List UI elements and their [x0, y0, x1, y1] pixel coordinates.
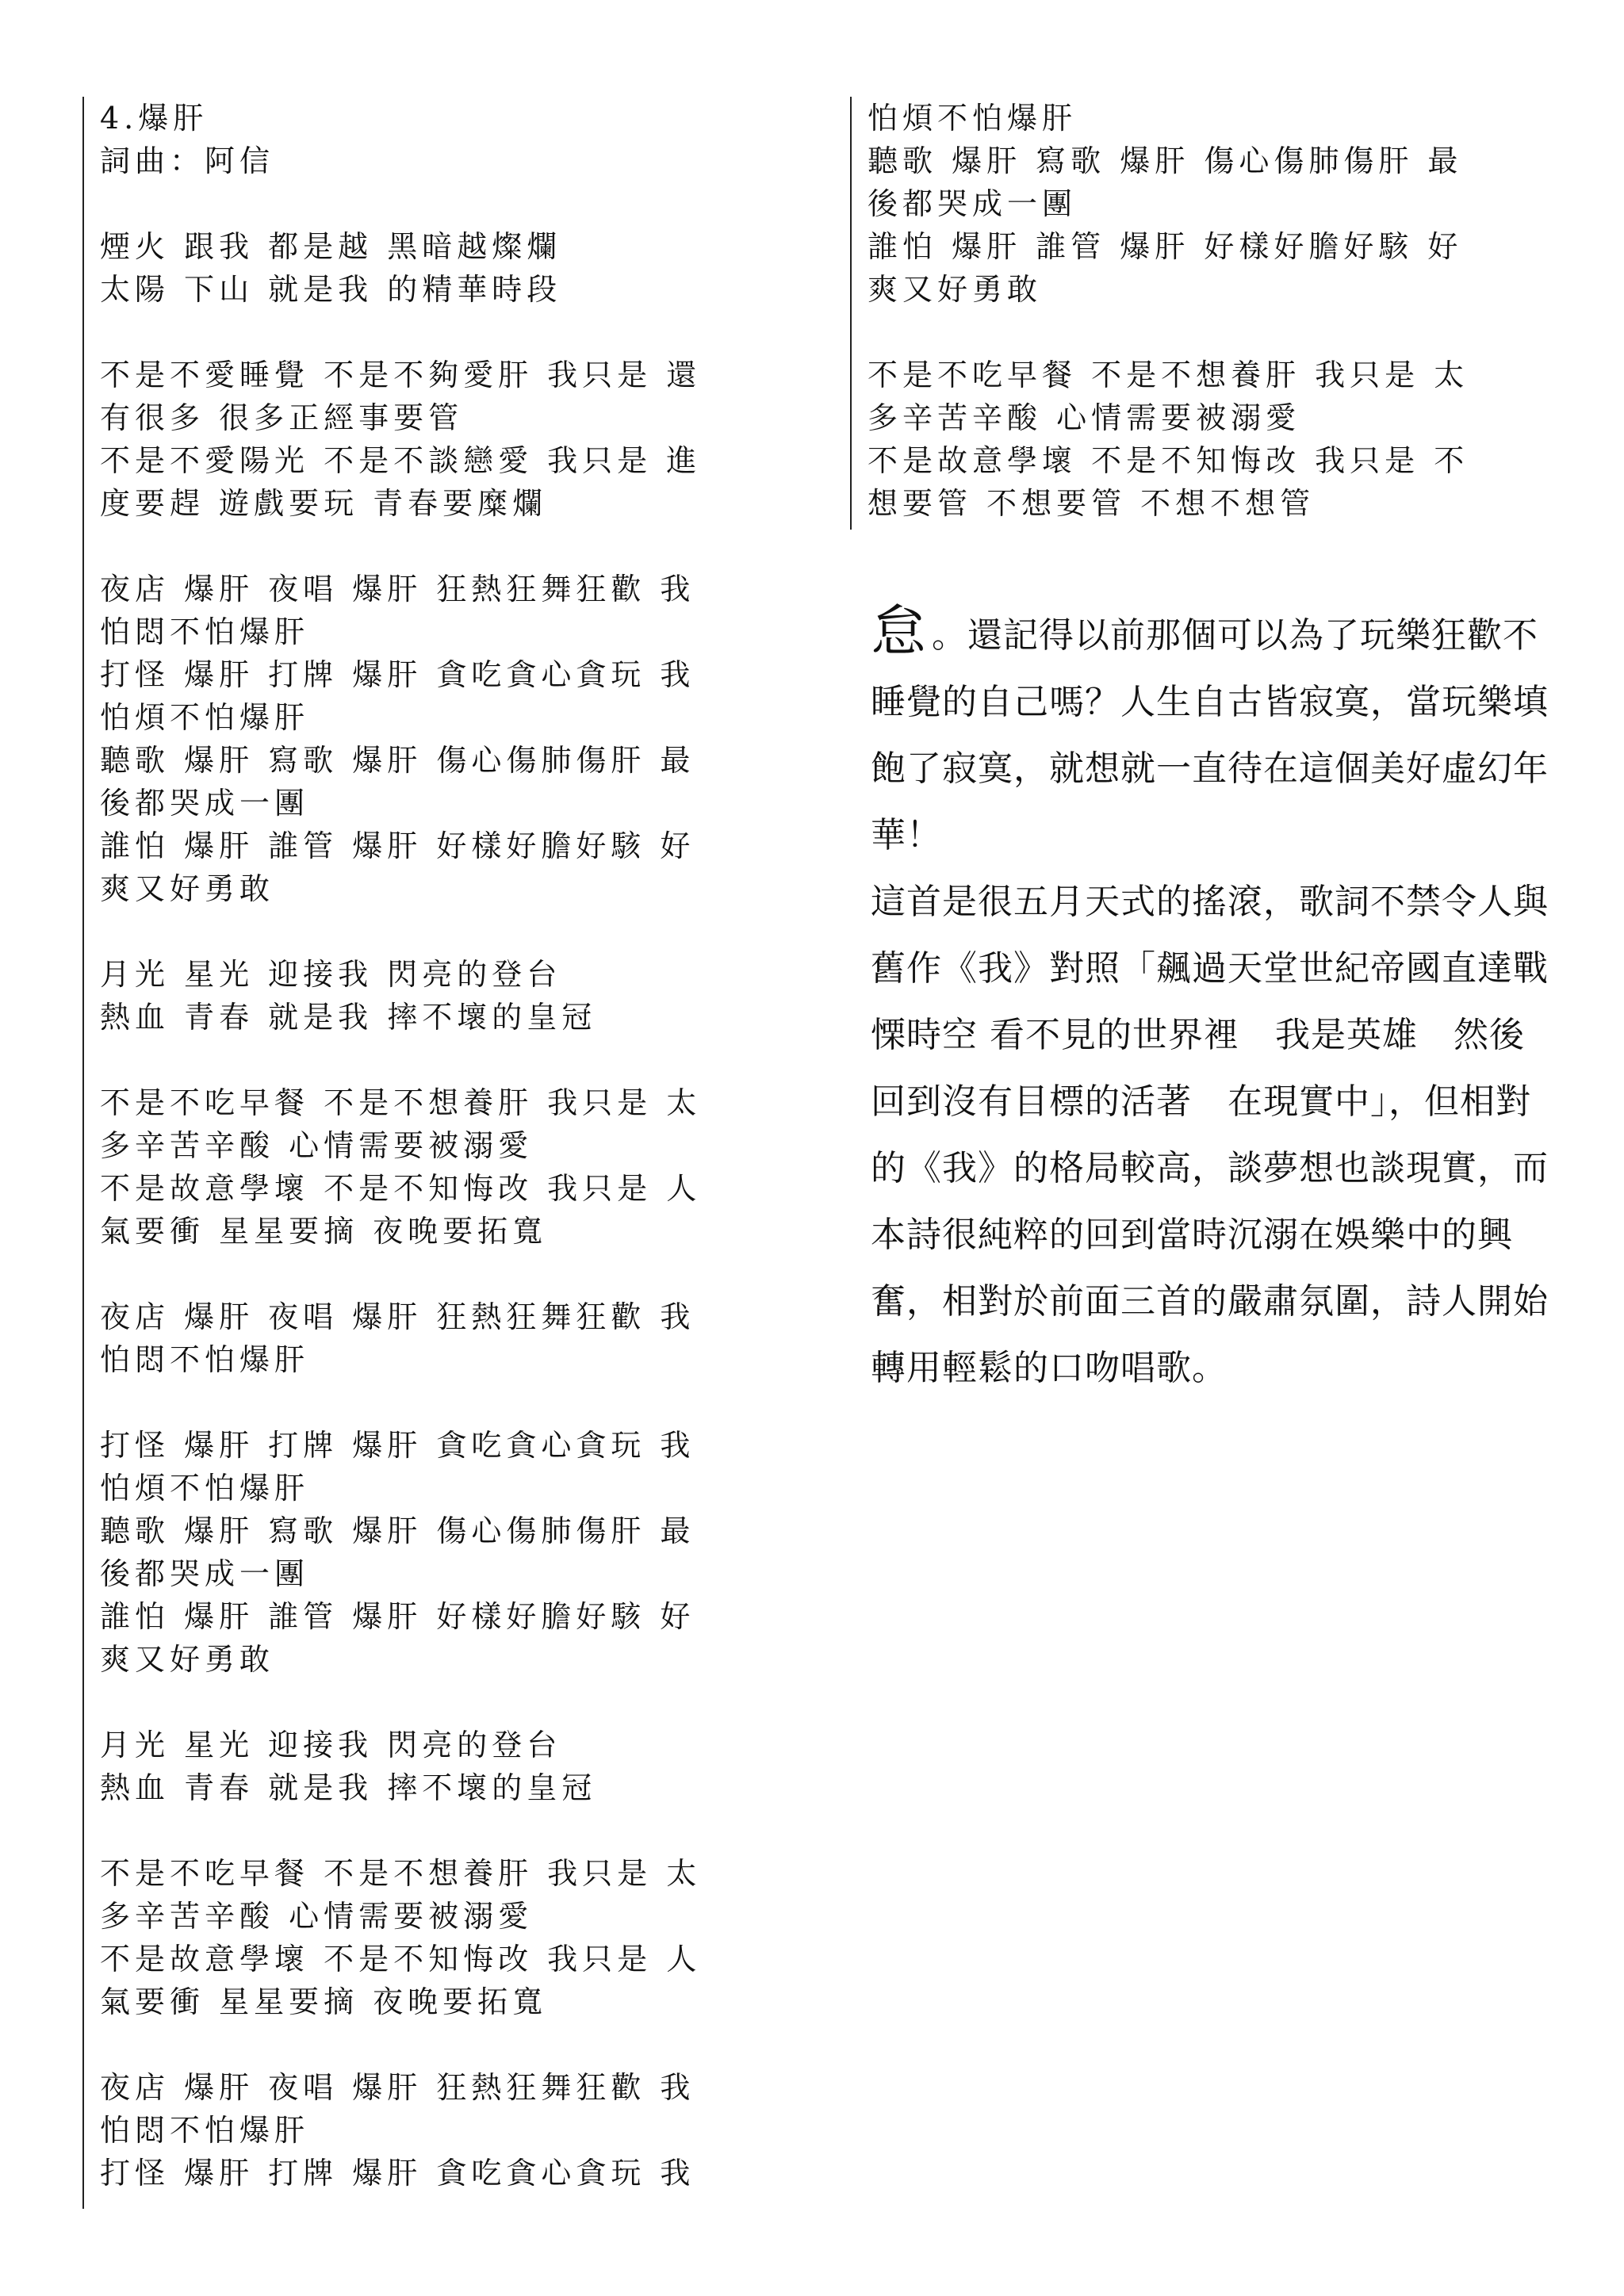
lyric-line: 不是不吃早餐 不是不想養肝 我只是 太	[868, 358, 1469, 392]
lyric-blank-line	[100, 1809, 780, 1852]
commentary-paragraph-2: 這首是很五月天式的搖滾，歌詞不禁令人與舊作《我》對照「飆過天堂世紀帝國直達戰慄時空 看不見的世界裡 我是英雄 然後回到沒有目標的活著 在現實中」，但相對的《我》的格局較高，談夢想也談現實，而本詩很純粹的回到當時沉溺在娛樂中的興奮，相對於前面三首的嚴肅氛圍，詩人開始轉用輕鬆的口吻唱歌。	[871, 882, 1549, 1388]
commentary-paragraph-1	[871, 599, 1553, 869]
lyric-line: 不是故意學壞 不是不知悔改 我只是 不	[868, 443, 1469, 478]
lyric-blank-line	[100, 525, 780, 568]
dropcap-glyph: 怠	[871, 599, 927, 664]
lyric-line: 4.爆肝	[100, 101, 209, 136]
lyric-line: 誰怕 爆肝 誰管 爆肝 好樣好膽好駭 好	[100, 828, 695, 863]
lyric-line: 夜店 爆肝 夜唱 爆肝 狂熱狂舞狂歡 我	[100, 1299, 695, 1334]
lyric-line: 聽歌 爆肝 寫歌 爆肝 傷心傷肺傷肝 最	[868, 144, 1463, 178]
lyric-line: 月光 星光 迎接我 閃亮的登台	[100, 957, 562, 992]
lyric-blank-line	[100, 1253, 780, 1295]
lyric-blank-line	[100, 910, 780, 953]
lyric-line: 不是不愛陽光 不是不談戀愛 我只是 進	[100, 443, 702, 478]
lyric-line: 氣要衝 星星要摘 夜晚要拓寬	[100, 1214, 548, 1249]
lyric-line: 打怪 爆肝 打牌 爆肝 貪吃貪心貪玩 我	[100, 657, 695, 692]
lyric-line: 後都哭成一團	[868, 186, 1078, 221]
lyric-line: 不是不吃早餐 不是不想養肝 我只是 太	[100, 1085, 702, 1120]
lyric-line: 怕煩不怕爆肝	[100, 700, 310, 735]
lyric-line: 怕悶不怕爆肝	[100, 614, 310, 649]
lyric-line: 怕悶不怕爆肝	[100, 2113, 310, 2148]
lyric-line: 詞曲：阿信	[100, 144, 275, 178]
lyric-line: 怕煩不怕爆肝	[100, 1471, 310, 1506]
lyric-line: 打怪 爆肝 打牌 爆肝 貪吃貪心貪玩 我	[100, 2156, 695, 2191]
lyric-blank-line	[868, 311, 1548, 354]
lyric-line: 不是不吃早餐 不是不想養肝 我只是 太	[100, 1856, 702, 1891]
lyric-line: 後都哭成一團	[100, 786, 310, 821]
lyric-line: 聽歌 爆肝 寫歌 爆肝 傷心傷肺傷肝 最	[100, 1513, 695, 1548]
lyric-line: 爽又好勇敢	[100, 1642, 275, 1677]
lyric-blank-line	[100, 2023, 780, 2066]
lyric-line: 夜店 爆肝 夜唱 爆肝 狂熱狂舞狂歡 我	[100, 572, 695, 607]
lyric-blank-line	[100, 311, 780, 354]
lyric-line: 有很多 很多正經事要管	[100, 400, 464, 435]
lyric-line: 不是故意學壞 不是不知悔改 我只是 人	[100, 1171, 702, 1206]
lyric-line: 太陽 下山 就是我 的精華時段	[100, 272, 562, 307]
lyric-line: 誰怕 爆肝 誰管 爆肝 好樣好膽好駭 好	[868, 229, 1463, 264]
lyric-line: 度要趕 遊戲要玩 青春要糜爛	[100, 486, 548, 521]
lyric-line: 聽歌 爆肝 寫歌 爆肝 傷心傷肺傷肝 最	[100, 743, 695, 778]
lyric-line: 打怪 爆肝 打牌 爆肝 貪吃貪心貪玩 我	[100, 1428, 695, 1463]
lyrics-right-column	[850, 97, 1548, 530]
lyric-line: 誰怕 爆肝 誰管 爆肝 好樣好膽好駭 好	[100, 1599, 695, 1634]
lyric-line: 怕悶不怕爆肝	[100, 1342, 310, 1377]
lyric-line: 不是故意學壞 不是不知悔改 我只是 人	[100, 1942, 702, 1976]
lyric-line: 爽又好勇敢	[100, 871, 275, 906]
lyric-line: 熱血 青春 就是我 摔不壞的皇冠	[100, 1770, 597, 1805]
lyric-line: 爽又好勇敢	[868, 272, 1043, 307]
lyric-line: 多辛苦辛酸 心情需要被溺愛	[100, 1128, 534, 1163]
lyric-blank-line	[100, 182, 780, 225]
lyric-blank-line	[100, 1039, 780, 1081]
lyric-line: 煙火 跟我 都是越 黑暗越燦爛	[100, 229, 562, 264]
lyric-line: 想要管 不想要管 不想不想管	[868, 486, 1316, 521]
lyric-line: 怕煩不怕爆肝	[868, 101, 1078, 136]
lyric-blank-line	[100, 1381, 780, 1424]
lyric-line: 夜店 爆肝 夜唱 爆肝 狂熱狂舞狂歡 我	[100, 2070, 695, 2105]
commentary-section	[871, 599, 1553, 1402]
lyric-line: 熱血 青春 就是我 摔不壞的皇冠	[100, 1000, 597, 1035]
lyric-line: 氣要衝 星星要摘 夜晚要拓寬	[100, 1984, 548, 2019]
lyric-blank-line	[100, 1681, 780, 1724]
commentary-text-1: 。還記得以前那個可以為了玩樂狂歡不睡覺的自己嗎？人生自古皆寂寞，當玩樂填飽了寂寞，就想就一直待在這個美好虛幻年華！	[871, 615, 1549, 855]
lyric-line: 多辛苦辛酸 心情需要被溺愛	[100, 1899, 534, 1934]
lyric-line: 多辛苦辛酸 心情需要被溺愛	[868, 400, 1301, 435]
lyric-line: 後都哭成一團	[100, 1556, 310, 1591]
lyric-line: 月光 星光 迎接我 閃亮的登台	[100, 1728, 562, 1762]
lyrics-left-column	[82, 97, 780, 2209]
lyric-line: 不是不愛睡覺 不是不夠愛肝 我只是 還	[100, 358, 702, 392]
